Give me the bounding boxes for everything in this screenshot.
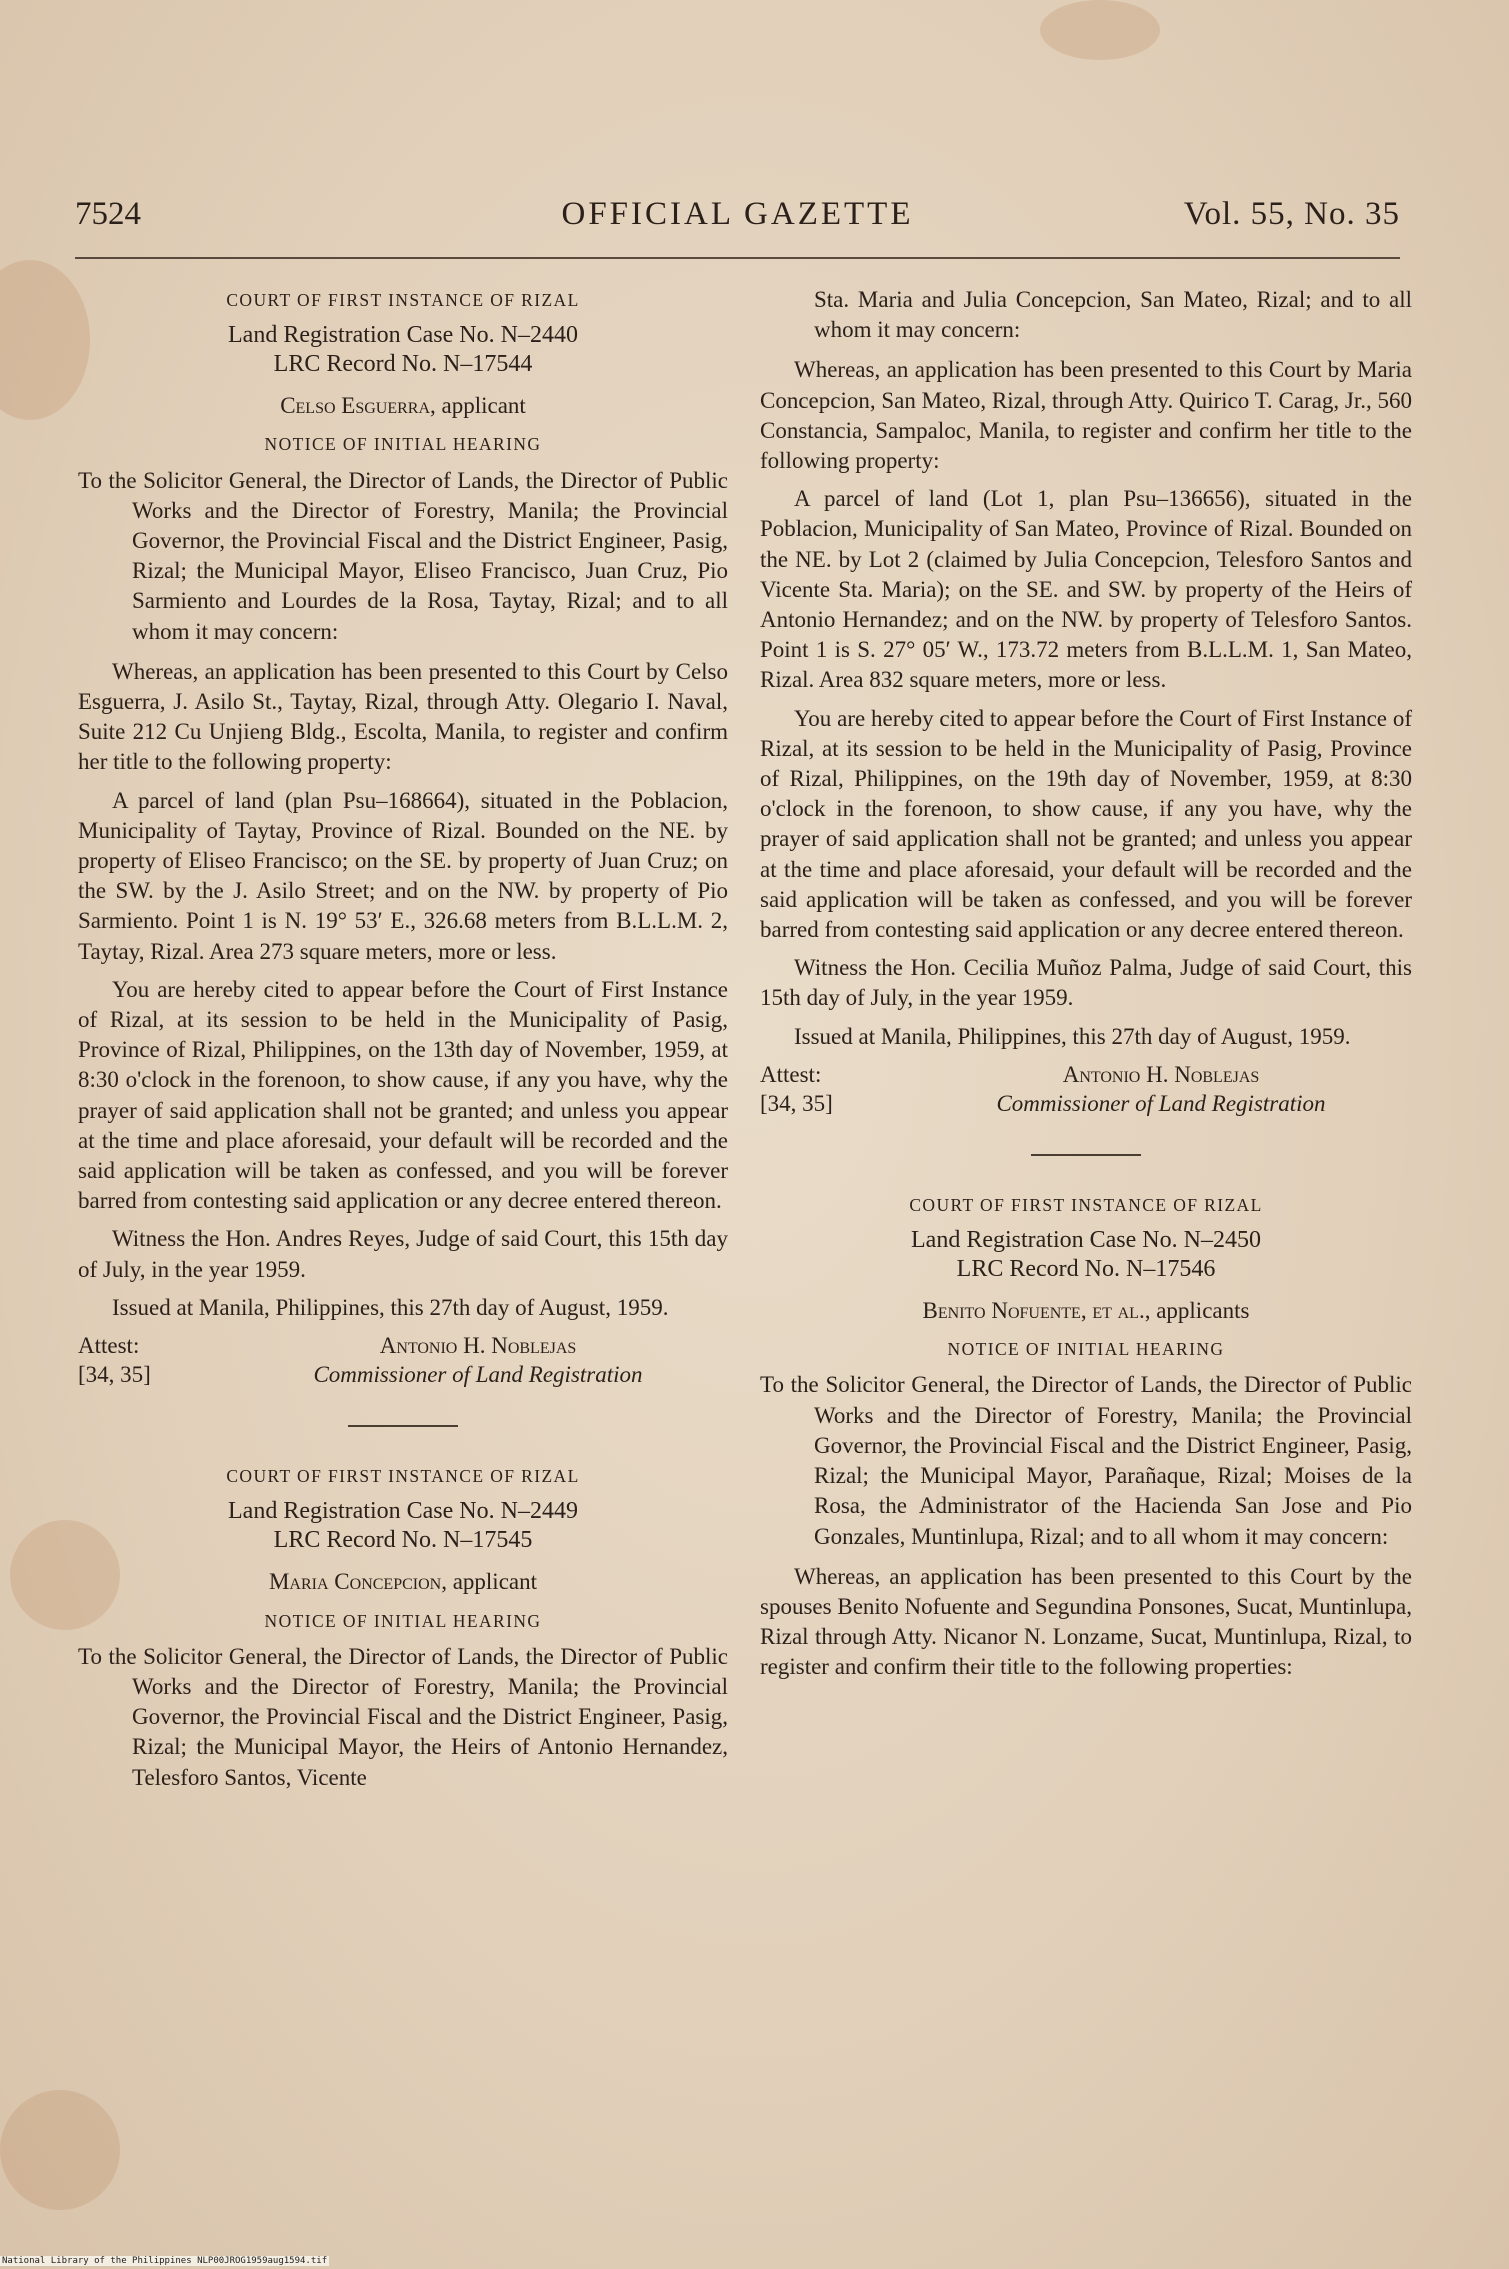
scan-footer: National Library of the Philippines NLP00JROG1959aug1594.tif: [2, 2256, 328, 2266]
applicant-name: Benito Nofuente, et al.: [922, 1298, 1145, 1324]
applicant-name: Maria Concepcion: [268, 1569, 442, 1595]
signatory-name: Antonio H. Noblejas: [379, 1333, 577, 1359]
notice-title: NOTICE OF INITIAL HEARING: [264, 1610, 542, 1631]
cited-paragraph: You are hereby cited to appear before the Court of First Instance of Rizal, at its session to be held in the Municipality of Pasig, Province of Rizal, Philippines, on the 13th day of November, 1959, at 8:30 o'clock in the forenoon, to show cause, if any you have, why the prayer of said application shall not be granted; and unless you appear at the time and place aforesaid, your default will be recorded and the said application will be taken as confessed, and you will be forever barred from contesting said application or any decree entered thereon.: [78, 976, 728, 1214]
notice-case-2450: [760, 1190, 1412, 1683]
court-heading: COURT OF FIRST INSTANCE OF RIZAL: [226, 290, 580, 310]
witness-paragraph: Witness the Hon. Cecilia Muñoz Palma, Judge of said Court, this 15th day of July, in the year 1959.: [760, 955, 1412, 1011]
case-number: Land Registration Case No. N–2440: [228, 322, 578, 349]
record-number: LRC Record No. N–17545: [273, 1527, 533, 1554]
header-rule: [75, 257, 1400, 259]
notice-case-2440: [78, 285, 728, 1389]
stain: [1040, 0, 1160, 60]
notice-case-2449-continued: [760, 285, 1412, 1118]
section-divider: [348, 1425, 458, 1427]
attestation: [760, 1060, 1412, 1118]
addressees: To the Solicitor General, the Director of Lands, the Director of Public Works and the Director of Forestry, Manila; the Provincial Governor, the Provincial Fiscal and the District Engineer, Pasig, Rizal; the Municipal Mayor, the Heirs of Antonio Hernandez, Telesforo Santos, Vicente: [78, 1643, 728, 1790]
witness-paragraph: Witness the Hon. Andres Reyes, Judge of said Court, this 15th day of July, in the year 1959.: [78, 1226, 728, 1282]
section-divider: [1031, 1154, 1141, 1156]
addressees: To the Solicitor General, the Director of Lands, the Director of Public Works and the Director of Forestry, Manila; the Provincial Governor, the Provincial Fiscal and the District Engineer, Pasig, Rizal; the Municipal Mayor, Parañaque, Rizal; Moises de la Rosa, the Administrator of the Hacienda San Jose and Pio Gonzales, Muntinlupa, Rizal; and to all whom it may concern:: [760, 1372, 1412, 1549]
left-column: [78, 285, 728, 1803]
cited-paragraph: You are hereby cited to appear before the Court of First Instance of Rizal, at its session to be held in the Municipality of Pasig, Province of Rizal, Philippines, on the 19th day of November, 1959, at 8:30 o'clock in the forenoon, to show cause, if any you have, why the prayer of said application shall not be granted; and unless you appear at the time and place aforesaid, your default will be recorded and the said application will be taken as confessed, and you will be forever barred from contesting said application or any decree entered thereon.: [760, 705, 1412, 943]
attestation: [78, 1331, 728, 1389]
record-number: LRC Record No. N–17546: [956, 1256, 1216, 1283]
property-paragraph: A parcel of land (plan Psu–168664), situated in the Poblacion, Municipality of Taytay, Province of Rizal. Bounded on the NE. by property of Eliseo Francisco; on the SE. by property of Juan Cruz; on the SW. by the J. Asilo Street; and on the NW. by property of Pio Sarmiento. Point 1 is N. 19° 53′ E., 326.68 meters from B.L.L.M. 2, Taytay, Rizal. Area 273 square meters, more or less.: [78, 787, 728, 964]
page-number: 7524: [75, 196, 141, 232]
issue-reference: [34, 35]: [78, 1362, 151, 1388]
notice-case-2449: [78, 1461, 728, 1793]
notice-title: NOTICE OF INITIAL HEARING: [264, 434, 542, 455]
case-number: Land Registration Case No. N–2449: [228, 1498, 578, 1525]
court-heading: COURT OF FIRST INSTANCE OF RIZAL: [909, 1194, 1263, 1215]
issued-paragraph: Issued at Manila, Philippines, this 27th day of August, 1959.: [112, 1294, 669, 1320]
signatory-title: Commissioner of Land Registration: [313, 1362, 643, 1388]
issue-reference: [34, 35]: [760, 1090, 833, 1116]
court-heading: COURT OF FIRST INSTANCE OF RIZAL: [226, 1466, 580, 1487]
addressees: To the Solicitor General, the Director of Lands, the Director of Public Works and the Director of Forestry, Manila; the Provincial Governor, the Provincial Fiscal and the District Engineer, Pasig, Rizal; the Municipal Mayor, Eliseo Francisco, Juan Cruz, Pio Sarmiento and Lourdes de la Rosa, Taytay, Rizal; and to all whom it may concern:: [78, 467, 728, 644]
applicant-suffix: , applicants: [1144, 1298, 1250, 1324]
applicant-line: [78, 391, 728, 421]
applicant-suffix: , applicant: [430, 393, 526, 419]
publication-title: OFFICIAL GAZETTE: [561, 196, 914, 232]
signatory-title: Commissioner of Land Registration: [996, 1090, 1326, 1116]
stain: [0, 2090, 120, 2210]
issued-paragraph: Issued at Manila, Philippines, this 27th day of August, 1959.: [794, 1023, 1351, 1049]
notice-title: NOTICE OF INITIAL HEARING: [947, 1339, 1225, 1360]
addressees-continued: Sta. Maria and Julia Concepcion, San Mateo, Rizal; and to all whom it may concern:: [814, 287, 1412, 343]
property-paragraph: A parcel of land (Lot 1, plan Psu–136656), situated in the Poblacion, Municipality of San Mateo, Province of Rizal. Bounded on the NE. by Lot 2 (claimed by Julia Concepcion, Telesforo Santos and Vicente Sta. Maria); on the SE. and SW. by property of the Heirs of Antonio Hernandez; and on the NW. by property of Telesforo Santos. Point 1 is S. 27° 05′ W., 173.72 meters from B.L.L.M. 1, San Mateo, Rizal. Area 832 square meters, more or less.: [760, 486, 1412, 693]
volume-number: Vol. 55, No. 35: [1183, 196, 1400, 232]
whereas-paragraph: Whereas, an application has been presented to this Court by Maria Concepcion, San Mateo, Rizal, through Atty. Quirico T. Carag, Jr., 560 Constancia, Sampaloc, Manila, to register and confirm her title to the following property:: [760, 357, 1412, 474]
attest-label: Attest:: [78, 1333, 140, 1359]
page-header: [75, 196, 1400, 246]
applicant-name: Celso Esguerra: [280, 393, 431, 419]
whereas-paragraph: Whereas, an application has been presented to this Court by Celso Esguerra, J. Asilo St., Taytay, Rizal, through Atty. Olegario I. Naval, Suite 212 Cu Unjieng Bldg., Escolta, Manila, to register and confirm her title to the following property:: [78, 658, 728, 775]
case-number: Land Registration Case No. N–2450: [911, 1227, 1261, 1254]
right-column: [760, 285, 1412, 1691]
attest-label: Attest:: [760, 1061, 822, 1087]
applicant-line: [760, 1296, 1412, 1326]
applicant-suffix: , applicant: [441, 1569, 537, 1595]
record-number: LRC Record No. N–17544: [273, 351, 533, 378]
applicant-line: [78, 1567, 728, 1597]
signatory-name: Antonio H. Noblejas: [1062, 1061, 1260, 1087]
whereas-paragraph: Whereas, an application has been presented to this Court by the spouses Benito Nofuente and Segundina Ponsones, Sucat, Muntinlupa, Rizal through Atty. Nicanor N. Lonzame, Sucat, Muntinlupa, Rizal, to register and confirm their title to the following properties:: [760, 1563, 1412, 1680]
